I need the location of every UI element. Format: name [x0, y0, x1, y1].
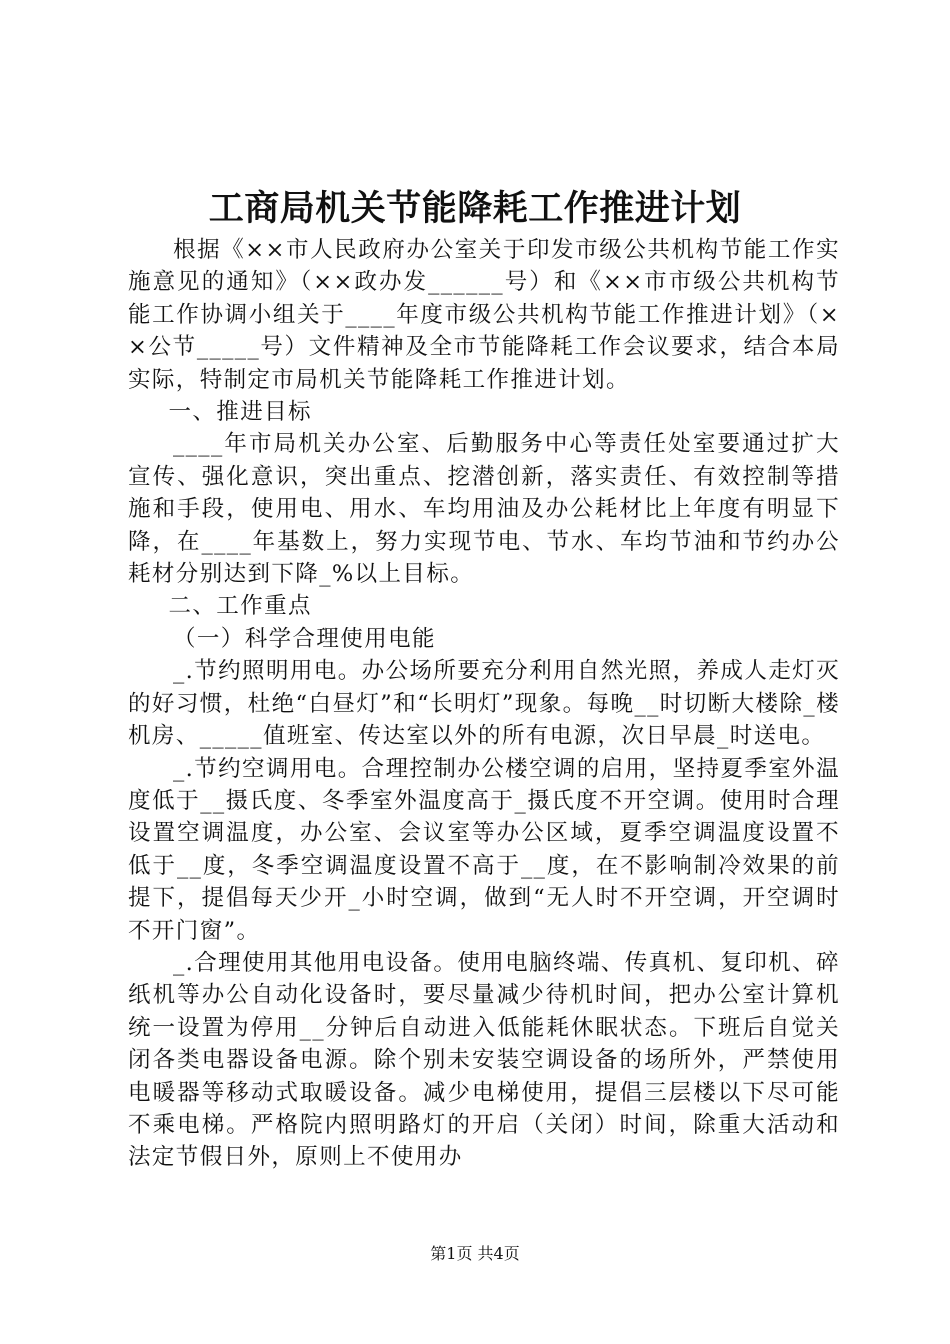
air-conditioning-paragraph: _.节约空调用电。合理控制办公楼空调的启用，坚持夏季室外温度低于__摄氏度、冬季室外温度高于_摄氏度不开空调。使用时合理设置空调温度，办公室、会议室等办公区域，夏季空调温度设置不低于__度，冬季空调温度设置不高于__度，在不影响制冷效果的前提下，提倡每天少开_小时空调，做到“无人时不开空调，开空调时不开门窗”。: [128, 755, 840, 944]
lighting-paragraph: _.节约照明用电。办公场所要充分利用自然光照，养成人走灯灭的好习惯，杜绝“白昼灯”和“长明灯”现象。每晚__时切断大楼除_楼机房、_____值班室、传达室以外的所有电源，次日早晨_时送电。: [128, 658, 840, 750]
intro-paragraph: 根据《××市人民政府办公室关于印发市级公共机构节能工作实施意见的通知》（××政办发______号）和《××市市级公共机构节能工作协调小组关于____年度市级公共机构节能工作推进计划》（××公节_____号）文件精神及全市节能降耗工作会议要求，结合本局实际，特制定市局机关节能降耗工作推进计划。: [128, 237, 840, 393]
document-title: 工商局机关节能降耗工作推进计划: [208, 189, 742, 229]
document-body: [128, 234, 840, 1174]
page-number-footer: 第1页 共4页: [430, 1244, 520, 1263]
other-equipment-paragraph: _.合理使用其他用电设备。使用电脑终端、传真机、复印机、碎纸机等办公自动化设备时，要尽量减少待机时间，把办公室计算机统一设置为停用__分钟后自动进入低能耗休眠状态。下班后自觉关闭各类电器设备电源。除个别未安装空调设备的场所外，严禁使用电暖器等移动式取暖设备。减少电梯使用，提倡三层楼以下尽可能不乘电梯。严格院内照明路灯的开启（关闭）时间，除重大活动和法定节假日外，原则上不使用办: [128, 949, 840, 1171]
section-heading-goals: 一、推进目标: [168, 399, 312, 426]
subsection-heading-electricity: （一）科学合理使用电能: [173, 625, 436, 652]
section-heading-priorities: 二、工作重点: [168, 593, 312, 620]
goals-paragraph: ____年市局机关办公室、后勤服务中心等责任处室要通过扩大宣传、强化意识，突出重点、挖潜创新，落实责任、有效控制等措施和手段，使用电、用水、车均用油及办公耗材比上年度有明显下降，在____年基数上，努力实现节电、节水、车均节油和节约办公耗材分别达到下降_%以上目标。: [128, 431, 840, 588]
